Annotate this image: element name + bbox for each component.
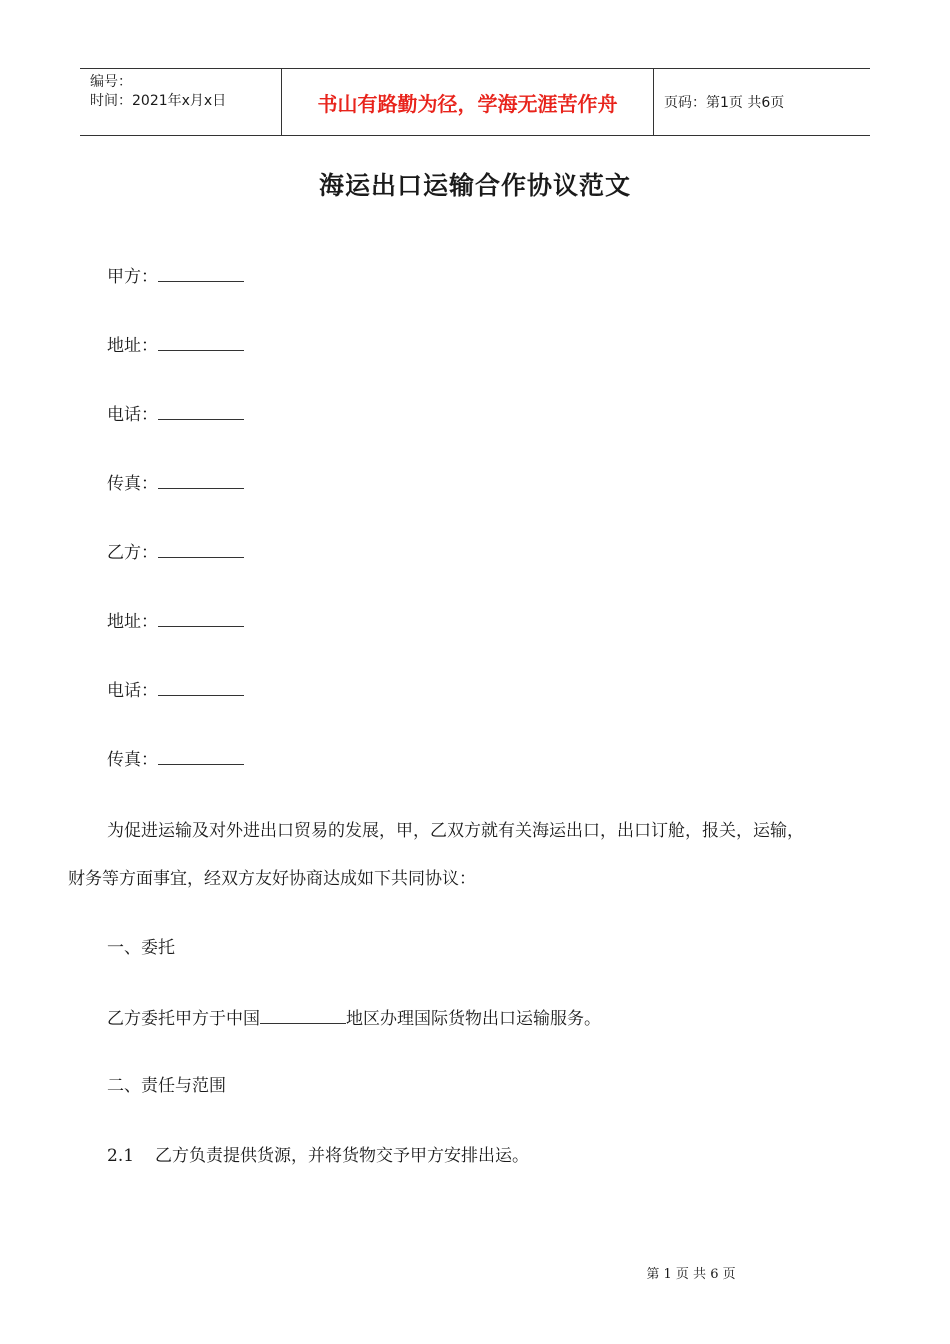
- party-a-address-blank: [158, 334, 244, 351]
- section-1-text-after: 地区办理国际货物出口运输服务。: [346, 1009, 601, 1029]
- document-date-label: 时间：2021年x月x日: [90, 93, 227, 109]
- party-b-address-blank: [158, 610, 244, 627]
- party-b-fax-field: [107, 748, 244, 772]
- party-b-name-field: [107, 541, 244, 565]
- region-blank: [260, 1007, 346, 1024]
- party-a-phone-blank: [158, 403, 244, 420]
- party-a-name-field: [107, 265, 244, 289]
- header-meta: [80, 69, 281, 135]
- header-page-info: 页码：第1页 共6页: [664, 95, 785, 111]
- party-b-phone-blank: [158, 679, 244, 696]
- party-a-address-label: 地址：: [107, 336, 158, 356]
- page-header: [80, 68, 870, 136]
- party-a-phone-field: [107, 403, 244, 427]
- section-2-item-text: 乙方负责提供货源，并将货物交予甲方安排出运。: [155, 1146, 529, 1166]
- party-a-name-blank: [158, 265, 244, 282]
- party-b-phone-label: 电话：: [107, 681, 158, 701]
- page-footer: [0, 1263, 950, 1282]
- intro-line-2: 财务等方面事宜，经双方友好协商达成如下共同协议：: [68, 869, 476, 889]
- party-b-name-blank: [158, 541, 244, 558]
- document-title: 海运出口运输合作协议范文: [318, 171, 631, 200]
- intro-line-1: 为促进运输及对外进出口贸易的发展，甲，乙双方就有关海运出口，出口订舱，报关，运输，: [107, 821, 804, 841]
- party-b-address-field: [107, 610, 244, 634]
- party-b-address-label: 地址：: [107, 612, 158, 632]
- section-1-text-before: 乙方委托甲方于中国: [107, 1009, 260, 1029]
- party-b-fax-blank: [158, 748, 244, 765]
- party-a-fax-blank: [158, 472, 244, 489]
- party-a-name-label: 甲方：: [107, 267, 158, 287]
- section-1-heading: 一、委托: [107, 938, 175, 958]
- section-2-item-1: [107, 1144, 529, 1168]
- footer-page-number: 第 1 页 共 6 页: [646, 1267, 736, 1282]
- document-number-label: 编号：: [90, 74, 132, 90]
- section-1-text: [107, 1007, 601, 1031]
- party-b-name-label: 乙方：: [107, 543, 158, 563]
- section-2-item-number: 2.1: [107, 1146, 135, 1166]
- party-a-fax-field: [107, 472, 244, 496]
- party-a-address-field: [107, 334, 244, 358]
- party-b-fax-label: 传真：: [107, 750, 158, 770]
- party-b-phone-field: [107, 679, 244, 703]
- party-a-phone-label: 电话：: [107, 405, 158, 425]
- section-2-heading: 二、责任与范围: [107, 1076, 226, 1096]
- header-motto: 书山有路勤为径，学海无涯苦作舟: [281, 69, 654, 135]
- party-a-fax-label: 传真：: [107, 474, 158, 494]
